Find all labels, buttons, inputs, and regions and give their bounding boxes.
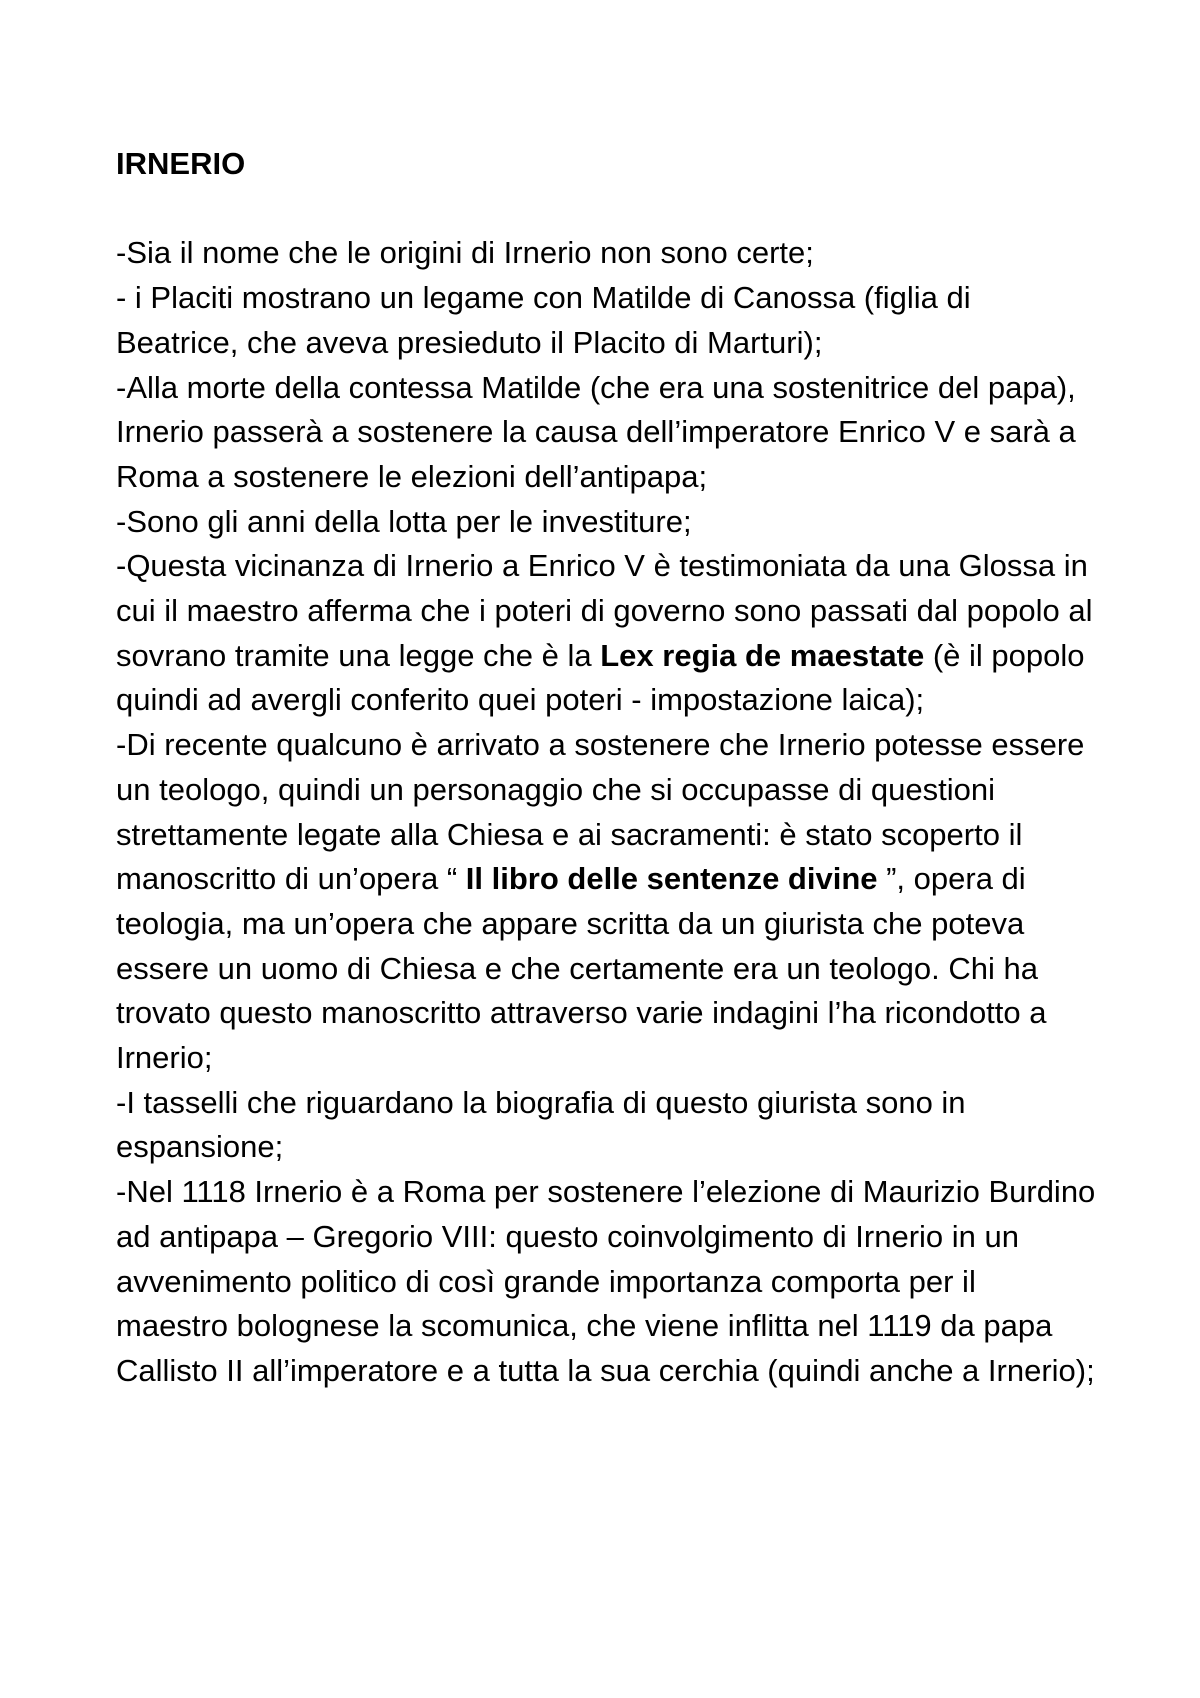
paragraph-lex-regia	[116, 544, 1096, 723]
paragraph-teologo-text-before: -Di recente qualcuno è arrivato a sostenere che Irnerio potesse essere un teologo, quindi un personaggio che si occupasse di questioni strettamente legate alla Chiesa e ai sacramenti: è stato scoperto il manoscritto di un’opera “	[116, 727, 1085, 897]
paragraph-lex-regia-text-before: -Questa vicinanza di Irnerio a Enrico V è testimoniata da una Glossa in cui il maestro afferma che i poteri di governo sono passati dal popolo al sovrano tramite una legge che è la	[116, 548, 1093, 673]
paragraph-matilde: -Alla morte della contessa Matilde (che era una sostenitrice del papa), Irnerio passerà a sostenere la causa dell’imperatore Enrico V e sarà a Roma a sostenere le elezioni dell’antipapa;	[116, 369, 1076, 494]
document-page	[116, 142, 1096, 1394]
paragraph-lex-regia-text-after: (è il popolo quindi ad avergli conferito quei poteri - impostazione laica);	[116, 637, 1085, 718]
paragraph-teologo-text-after: ”, opera di teologia, ma un’opera che appare scritta da un giurista che poteva essere un uomo di Chiesa e che certamente era un teologo. Chi ha trovato questo manoscritto attraverso varie indagini l’ha ricondotto a Irnerio;	[116, 861, 1047, 1076]
paragraph-placiti: - i Placiti mostrano un legame con Matilde di Canossa (figlia di Beatrice, che aveva presieduto il Placito di Marturi);	[116, 280, 971, 360]
libro-sentenze-bold-title: Il libro delle sentenze divine	[465, 861, 878, 897]
document-title: IRNERIO	[116, 146, 246, 181]
paragraph-teologo	[116, 723, 1096, 1081]
paragraph-origins: -Sia il nome che le origini di Irnerio non sono certe;	[116, 235, 814, 271]
paragraph-tasselli: -I tasselli che riguardano la biografia di questo giurista sono in espansione;	[116, 1084, 966, 1165]
paragraph-1118: -Nel 1118 Irnerio è a Roma per sostenere l’elezione di Maurizio Burdino ad antipapa – Gregorio VIII: questo coinvolgimento di Irnerio in un avvenimento politico di così grande importanza comporta per il maestro bolognese la scomunica, che viene inflitta nel 1119 da papa Callisto II all’imperatore e a tutta la sua cerchia (quindi anche a Irnerio);	[116, 1174, 1096, 1388]
lex-regia-bold-term: Lex regia de maestate	[600, 637, 925, 673]
paragraph-investiture: -Sono gli anni della lotta per le investiture;	[116, 503, 692, 539]
